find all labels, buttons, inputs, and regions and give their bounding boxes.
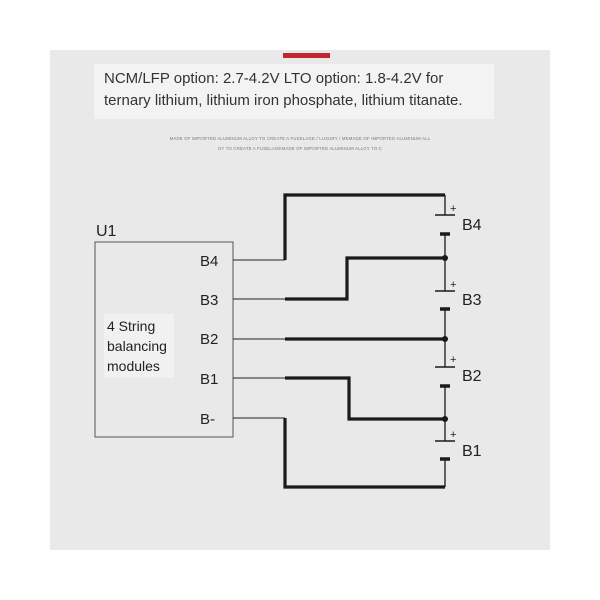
pin-label-b-minus: B-: [200, 411, 215, 428]
caption-line-2: ternary lithium, lithium iron phosphate, lithium titanate.: [104, 92, 463, 109]
junction-b3: [442, 255, 448, 261]
cell-b4-symbol: [435, 215, 455, 234]
caption-line-1: NCM/LFP option: 2.7-4.2V LTO option: 1.8-4.2V for: [104, 70, 444, 87]
pin-label-b4: B4: [200, 253, 219, 270]
module-description: 4 String balancing modules: [104, 314, 174, 378]
pin-label-b3: B3: [200, 292, 219, 309]
junction-b1: [442, 416, 448, 422]
pin-leads: [233, 260, 285, 418]
cell-b4-label: B4: [462, 217, 482, 234]
wire-b3: [285, 258, 445, 299]
wire-b-minus: [285, 418, 445, 487]
module-designator: U1: [96, 223, 117, 240]
cell-b2-plus-mark: +: [450, 354, 457, 366]
cell-b1-symbol: [435, 441, 455, 459]
wire-b1: [285, 378, 445, 419]
cell-b2-label: B2: [462, 368, 482, 385]
cell-b1-plus-mark: +: [450, 429, 457, 441]
wire-b4: [285, 195, 445, 260]
pin-label-b1: B1: [200, 371, 219, 388]
pin-label-b2: B2: [200, 331, 219, 348]
wires: [285, 195, 445, 487]
cell-b1-label: B1: [462, 443, 482, 460]
cell-b3-plus-mark: +: [450, 279, 457, 291]
cell-b3-symbol: [435, 291, 455, 309]
junction-b2: [442, 336, 448, 342]
fine-print-line-2: OY TO CREATE A FUSELAGEMADE OF IMPORTED ALUMINUM ALLOY TO C: [217, 146, 383, 151]
fine-print-line-1: MADE OF IMPORTED ALUMINUM ALLOY TO CREATE A FUSELAGE / LUXURY / MEMADE OF IMPORTED ALUMINUM ALL: [169, 136, 431, 141]
cell-b3-label: B3: [462, 292, 482, 309]
cell-b2-symbol: [435, 367, 455, 386]
cell-b4-plus-mark: +: [450, 203, 457, 215]
